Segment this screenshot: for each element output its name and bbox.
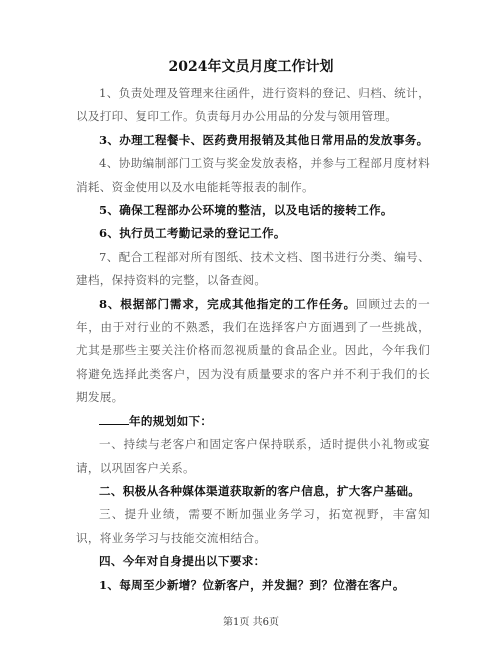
paragraph-3: 3、办理工程餐卡、医药费用报销及其他日常用品的发放事务。 — [99, 132, 429, 147]
plan-item-4: 四、今年对自身提出以下要求： — [99, 554, 266, 569]
paragraph-4: 4、协助编制部门工资与奖金发放表格，并参与工程部月度材料消耗、资金使用以及水电能耗等报表的制作。 — [76, 156, 430, 194]
paragraph-5: 5、确保工程部办公环境的整洁，以及电话的接转工作。 — [99, 203, 393, 218]
year-blank — [99, 412, 129, 425]
plan-heading-text: 年的规划如下： — [129, 413, 213, 428]
paragraph-6: 6、执行员工考勤记录的登记工作。 — [99, 226, 286, 241]
document-body — [76, 82, 430, 597]
paragraph-8 — [76, 293, 430, 410]
page-footer: 第1页 共6页 — [223, 617, 279, 628]
plan-heading — [76, 410, 430, 433]
plan-item-3: 三、提升业绩，需要不断加强业务学习，拓宽视野，丰富知识，将业务学习与技能交流相结合。 — [76, 507, 430, 545]
plan-item-2: 二、积极从各种媒体渠道获取新的客户信息，扩大客户基础。 — [99, 483, 421, 498]
paragraph-8-lead: 8、根据部门需求，完成其他指定的工作任务。 — [99, 296, 357, 311]
paragraph-8-text: 回顾过去的一年，由于对行业的不熟悉，我们在选择客户方面遇到了一些挑战，尤其是那些主要关注价格而忽视质量的食品企业。因此，今年我们将避免选择此类客户，因为没有质量要求的客户并不利于我们的长期发展。 — [76, 296, 430, 405]
paragraph-7: 7、配合工程部对所有图纸、技术文档、图书进行分类、编号、建档，保持资料的完整，以备查阅。 — [76, 249, 430, 288]
paragraph-1: 1、负责处理及管理来往函件，进行资料的登记、归档、统计，以及打印、复印工作。负责每月办公用品的分发与领用管理。 — [76, 86, 430, 124]
plan-item-1: 一、持续与老客户和固定客户保持联系，适时提供小礼物或宴请，以巩固客户关系。 — [76, 437, 430, 475]
requirement-1: 1、每周至少新增？位新客户，并发掘？到？位潜在客户。 — [99, 577, 405, 592]
document-title: 2024年文员月度工作计划 — [168, 59, 334, 75]
